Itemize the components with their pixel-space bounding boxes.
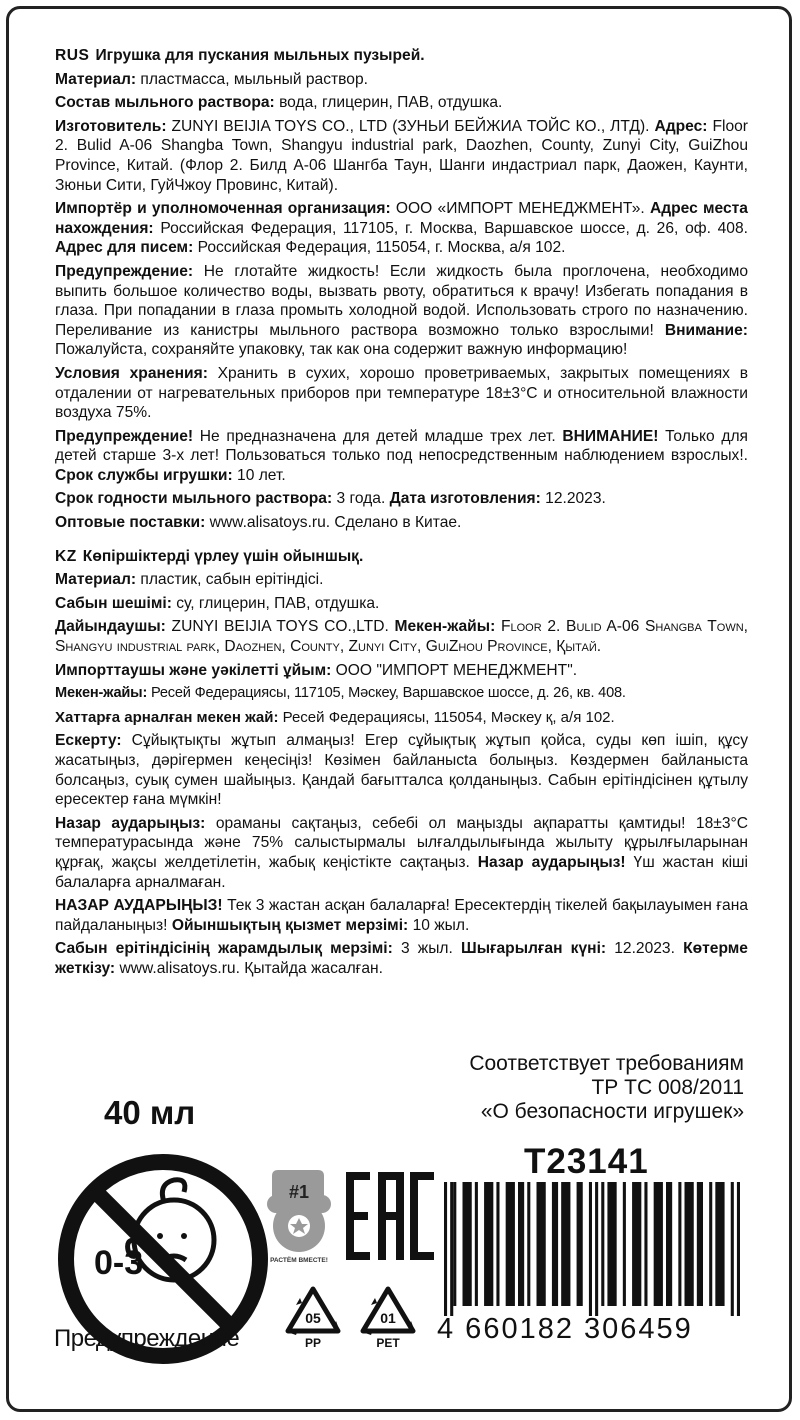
label-text [55,46,748,993]
barcode-bar [654,1182,663,1306]
kz-manufacturer-label: Дайындаушы: [55,618,166,636]
kz-shelf-value: 3 жыл. [392,940,462,958]
kz-shelf-label: Сабын ерітіндісінің жарамдылық мерзімі: [55,940,393,958]
kz-attention-value: ораманы сақтаңыз, себебі ол маңызды ақпаратты қамтиды! 18±3°С температурасында және 75% салыстырмалы ылғалдылығында жылыту құрылғыларынан құрғақ, жақсы желдетілетін, жабық кеңістікте сақтаңыз. [55,814,748,871]
rus-attention-label: Внимание: [664,321,748,339]
recycle-pp-material: PP [304,1336,322,1349]
rus-importer-label: Импортёр и уполномоченная организация: [55,200,391,218]
kz-title: Көпіршіктерді үрлеу үшін ойыншық. [82,547,364,565]
toy-logo-number: #1 [288,1182,310,1202]
rus-made-label: Дата изготовления: [389,490,541,508]
barcode-bar [731,1182,734,1316]
rus-wholesale-label: Оптовые поставки: [55,514,206,532]
eac-mark-icon [344,1170,436,1262]
toy-brand-logo [262,1158,336,1270]
barcode-bar [506,1182,515,1306]
barcode [442,1182,742,1316]
recycle-pp-icon [282,1283,344,1349]
kz-wholesale-label: Көтерме жеткізу: [55,940,748,977]
kz-caution-value: Тек 3 жастан асқан балаларға! Ересектердің тікелей бақылауымен ғана пайдаланыңыз! [55,897,748,934]
rus-manufacturer-label: Изготовитель: [55,117,167,135]
toy-logo-slogan: РАСТЁМ ВМЕСТЕ! [270,1257,328,1264]
barcode-bar [589,1182,592,1316]
kz-material-value: пластик, сабын ерітіндісі. [136,571,324,589]
kz-importer-label: Импорттаушы және уәкілетті ұйым: [55,661,332,679]
warning-caption: Предупреждение [54,1325,240,1352]
rus-shelf-value: 3 года. [332,490,390,508]
rus-material-label: Материал: [55,70,137,88]
kz-warning-value: Сұйықтықты жұтып алмаңыз! Егер сұйықтық жұтып қойса, суды көп ішіп, құсу жасатыңыз, дәрігермен кеңесіңіз! Көзімен байланысta болыңыз. Көздермен байланыста болсаңыз, суық сумен шайыңыз. Қандай бағытталса қолданыңыз. Сабын ерітіндісінен құтылу ересектер ғана мүмкін! [55,732,748,809]
kz-material-label: Материал: [55,571,137,589]
barcode-bar [537,1182,546,1306]
barcode-bar [623,1182,626,1306]
rus-warning-value: Не глотайте жидкость! Если жидкость была проглочена, необходимо выпить большое количество воды, вызвать рвоту, обратиться к врачу! Избегать попадания в глаза. При попадании в глаза промыть холодной водой. Использовать строго по назначению. Переливание из канистры мыльного раствора возможно только взрослыми! [55,262,748,339]
barcode-digits: 4 660182 306459 [437,1313,693,1345]
compliance-line-3: «О безопасности игрушек» [480,1100,744,1123]
product-code: T23141 [524,1142,649,1181]
rus-manufacturer-value: ZUNYI BEIJIA TOYS CO., LTD (ЗУНЬИ БЕЙЖИА ТОЙС КО., ЛТД). [166,117,655,135]
rus-composition-value: вода, глицерин, ПАВ, отдушка. [274,94,503,112]
rus-lang-code: RUS [55,47,90,64]
barcode-bar [561,1182,570,1306]
rus-warning2-label: Предупреждение! [55,427,194,445]
barcode-bar [453,1182,456,1306]
rus-attention-value: Пожалуйста, сохраняйте упаковку, так как она содержит важную информацию! [55,341,628,359]
kz-made-label: Шығарылған күні: [461,940,607,958]
barcode-bar [666,1182,672,1306]
kz-importer-value: ООО "ИМПОРТ МЕНЕДЖМЕНТ". [331,661,578,679]
kz-section [55,547,748,979]
barcode-bar [607,1182,616,1306]
kz-warning-label: Ескерту: [55,732,122,750]
rus-section [55,46,748,533]
kz-made-value: 12.2023. [606,940,684,958]
rus-made-value: 12.2023. [540,490,606,508]
eac-text: EAC [387,1229,393,1231]
rus-address-value: Floor 2. Bulid A-06 Shangba Town, Shangyu industrial park, Daozhen, County, Zunyi City, GuiZhou Province, Китай. (Флор 2. Билд А-06 Шангба Таун, Шанги индастриал парк, Даожен, Каунти, Зюньи Сити, ГуйЧжоу Провинс, Китай). [55,117,748,194]
barcode-bar [737,1182,740,1316]
rus-caution-label: ВНИМАНИЕ! [562,427,659,445]
kz-attention2-value: Үш жастан кіші балаларға арналмаған. [55,853,749,891]
kz-address-value: Floor 2. Bulid A-06 Shangba Town, Shangyu industrial park, Daozhen, County, Zunyi City, GuiZhou Province, Қытай. [55,618,748,656]
barcode-bar [644,1182,647,1306]
rus-warning2-value: Не предназначена для детей младше трех лет. [193,427,563,445]
kz-mail-value: Ресей Федерациясы, 115054, Мәскеу қ, а/я 102. [278,708,615,726]
kz-composition-value: су, глицерин, ПАВ, отдушка. [171,594,380,612]
rus-service-value: 10 лет. [232,466,286,484]
kz-attention2-label: Назар аударыңыз! [477,853,626,871]
kz-manufacturer-value: ZUNYI BEIJIA TOYS CO.,LTD. [165,618,395,636]
rus-service-label: Срок службы игрушки: [55,466,233,484]
kz-location-label: Мекен-жайы: [55,685,148,702]
barcode-bar [678,1182,681,1306]
rus-mail-value: Российская Федерация, 115054, г. Москва, а/я 102. [193,239,566,257]
recycle-pet-material: PET [376,1336,400,1349]
barcode-bar [527,1182,530,1306]
age-mark: 0-3 [94,1244,144,1282]
barcode-bar [601,1182,604,1306]
rus-title: Игрушка для пускания мыльных пузырей. [95,47,425,64]
rus-warning-label: Предупреждение: [55,262,194,280]
rus-location-value: Российская Федерация, 117105, г. Москва, Варшавское шоссе, д. 26, оф. 408. [153,219,748,237]
kz-service-label: Ойыншықтың қызмет мерзімі: [171,916,409,934]
barcode-bar [715,1182,724,1306]
rus-composition-label: Состав мыльного раствора: [55,94,275,112]
kz-service-value: 10 жыл. [408,916,470,934]
kz-attention-label: Назар аударыңыз: [55,814,206,832]
rus-address-label: Адрес: [654,117,708,135]
recycle-pet-icon [357,1283,419,1349]
rus-caution-value: Только для детей старше 3-х лет! Пользоваться только под непосредственным наблюдением взрослых!. [55,427,748,465]
recycle-pet-number: 01 [380,1310,396,1326]
rus-material-value: пластмасса, мыльный раствор. [136,70,368,88]
barcode-bar [496,1182,499,1306]
barcode-bar [484,1182,493,1306]
barcode-bar [632,1182,641,1306]
rus-mail-label: Адрес для писем: [55,239,194,257]
barcode-bar [595,1182,598,1316]
kz-composition-label: Сабын шешімі: [55,594,172,612]
kz-address-label: Мекен-жайы: [394,618,496,636]
barcode-bar [450,1182,453,1316]
rus-storage-label: Условия хранения: [55,364,208,382]
barcode-bar [444,1182,447,1316]
barcode-bar [475,1182,478,1306]
barcode-bar [697,1182,703,1306]
kz-lang-code: KZ [55,547,77,565]
recycle-pp-number: 05 [305,1310,321,1326]
compliance-line-2: ТР ТС 008/2011 [591,1076,744,1099]
compliance-statement [384,1052,744,1124]
barcode-bar [685,1182,694,1306]
barcode-bar [552,1182,558,1306]
rus-storage-value: Хранить в сухих, хорошо проветриваемых, закрытых помещениях в отдалении от нагревательных приборов при температуре 18±3°С и относительной влажности воздуха 75%. [55,364,749,422]
kz-mail-label: Хаттарға арналған мекен жай: [55,708,279,726]
compliance-line-1: Соответствует требованиям [469,1052,744,1075]
rus-importer-value: ООО «ИМПОРТ МЕНЕДЖМЕНТ». [390,200,650,218]
barcode-bar [463,1182,472,1306]
barcode-bar [709,1182,712,1306]
barcode-bar [577,1182,583,1306]
rus-wholesale-value: www.alisatoys.ru. Сделано в Китае. [205,514,462,532]
rus-location-label: Адрес места нахождения: [55,200,748,237]
volume-label: 40 мл [104,1094,196,1131]
rus-shelf-label: Срок годности мыльного раствора: [55,490,333,508]
kz-location-value: Ресей Федерациясы, 117105, Мәскеу, Варшавское шоссе, д. 26, кв. 408. [147,685,626,702]
kz-wholesale-value: www.alisatoys.ru. Қытайда жасалған. [115,959,383,977]
kz-caution-label: НАЗАР АУДАРЫҢЫЗ! [55,897,223,915]
barcode-bar [518,1182,524,1306]
